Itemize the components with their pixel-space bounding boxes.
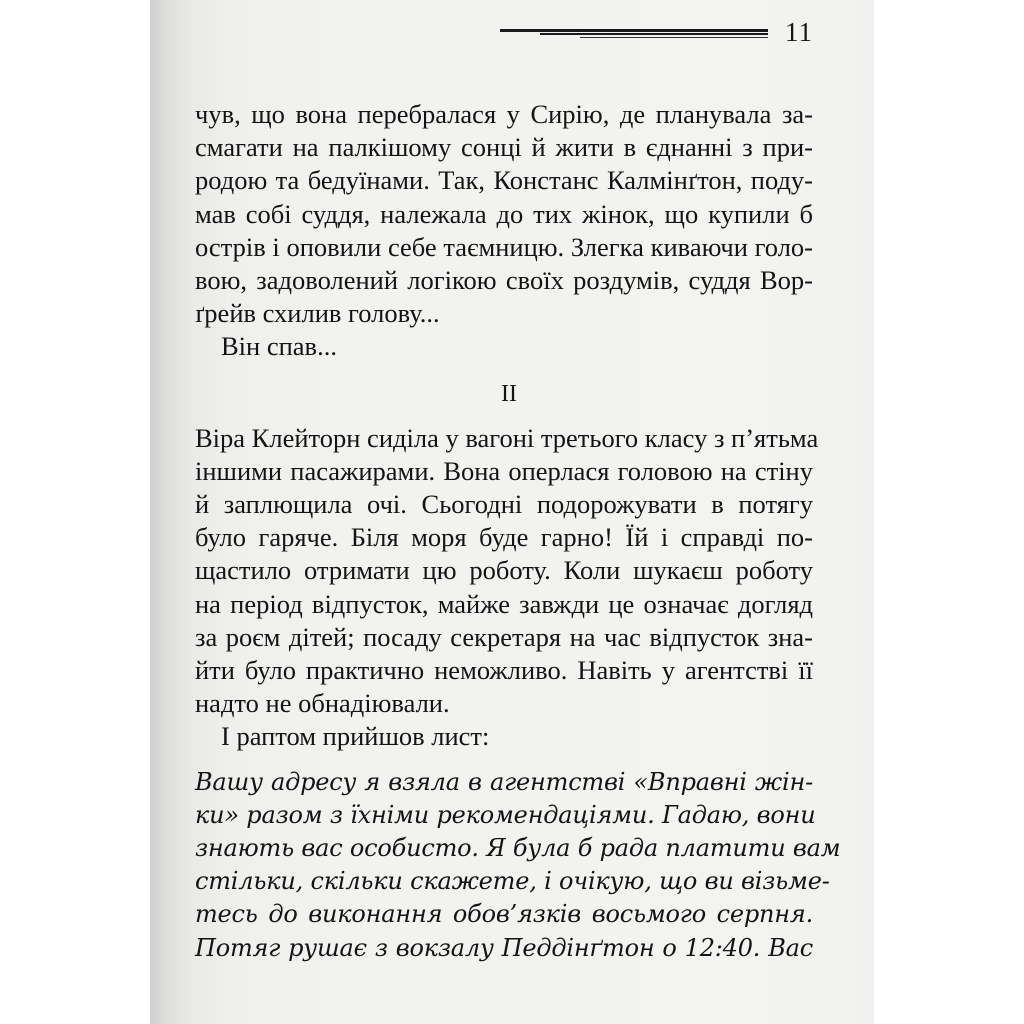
header-rule [580,37,768,38]
letter-line: ки» разом з їхніми рекомендаціями. Гадаю, вони [195,800,816,829]
text-line: йти було практично неможливо. Навіть у агентстві її [195,655,813,685]
page-number: 11 [785,17,813,47]
letter-line: стільки, скільки скажете, і очікую, що ви візьме- [195,867,830,896]
header-rule [540,33,768,35]
text-line: й заплющила очі. Сьогодні подорожувати в потягу [195,489,813,520]
text-line: родою та бедуїнами. Так, Констанс Калмінґтон, поду- [195,165,813,196]
letter-line: Вашу адресу я взяла в агентстві «Вправні жін- [195,767,813,796]
text-line: мав собі суддя, належала до тих жінок, що купили б [195,198,813,229]
text-line: надто не обнадіювали. [195,688,450,719]
header-rule [500,29,768,32]
letter-quote [195,766,841,965]
text-line: на період відпусток, майже завжди це означає догляд [195,588,813,619]
text-line: чув, що вона перебралася у Сирію, де планувала за- [195,99,813,129]
text-line: було гаряче. Біля моря буде гарно! Їй і справді по- [195,522,813,553]
section-heading: II [501,380,517,407]
text-line: вою, задоволений логікою своїх роздумів, суддя Вор- [195,264,813,295]
text-line: острів і оповили себе таємницю. Злегка киваючи голо- [195,231,813,262]
letter-line: тесь до виконання обов’язків восьмого серпня. [195,900,813,929]
paragraph-section-1 [195,98,813,364]
text-line: ґрейв схилив голову... [195,298,440,329]
closing-line: Він спав... [221,331,337,362]
book-page [150,0,874,1024]
text-line: смагати на палкішому сонці й жити в єднанні з при- [195,132,813,163]
letter-line: знають вас особисто. Я була б рада платити вам [195,833,841,862]
text-line: іншими пасажирами. Вона оперлася головою на стіну [195,455,813,486]
paragraph-section-2 [195,422,819,754]
text-line: щастило отримати цю роботу. Коли шукаєш роботу [195,555,813,586]
letter-line: Потяг рушає з вокзалу Педдінґтон о 12:40. Вас [195,933,813,962]
intro-line: І раптом прийшов лист: [221,721,490,752]
text-line: за роєм дітей; посаду секретаря на час відпусток зна- [195,621,813,652]
page-body [195,98,841,965]
text-line: Віра Клейторн сиділа у вагоні третього класу з п’ятьма [195,422,819,453]
